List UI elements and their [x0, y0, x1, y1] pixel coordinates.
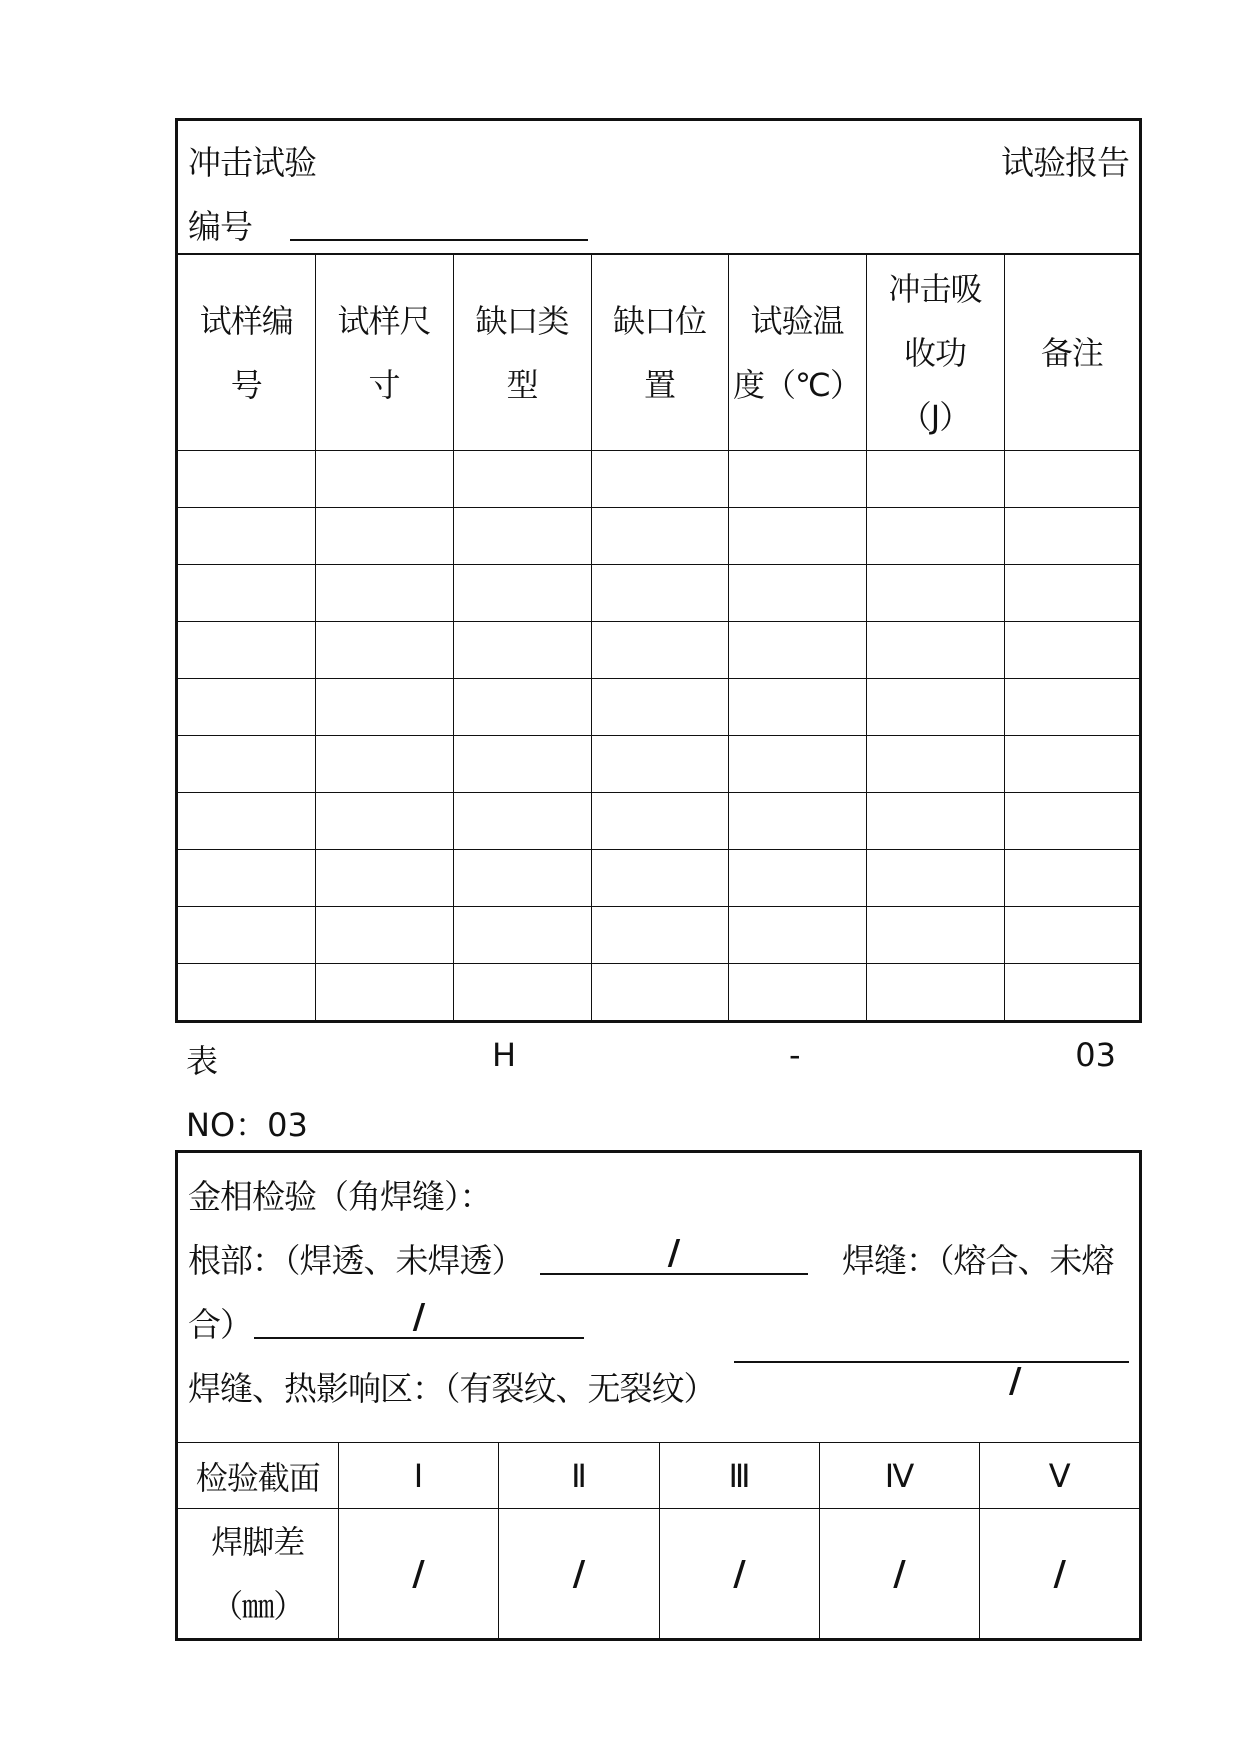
table-cell[interactable] [178, 565, 315, 622]
table-cell[interactable] [728, 907, 866, 964]
table-cell[interactable] [728, 679, 866, 736]
root-penetration-field[interactable]: / [540, 1233, 808, 1275]
table-cell[interactable] [178, 508, 315, 565]
table-cell[interactable] [315, 679, 453, 736]
table-row [178, 508, 1139, 565]
table-cell[interactable] [1004, 565, 1139, 622]
leg-diff-value[interactable]: / [979, 1509, 1139, 1640]
table-row [178, 679, 1139, 736]
col-notch-position: 缺口位 置 [591, 254, 728, 451]
report-number-field[interactable] [290, 239, 588, 241]
table-cell[interactable] [591, 508, 728, 565]
table-cell[interactable] [1004, 622, 1139, 679]
table-row [178, 565, 1139, 622]
form-code-part: 03 [1075, 1036, 1116, 1074]
table-cell[interactable] [1004, 907, 1139, 964]
table-cell[interactable] [728, 565, 866, 622]
table-cell[interactable] [315, 793, 453, 850]
leg-diff-value[interactable]: / [659, 1509, 819, 1640]
table-cell[interactable] [1004, 679, 1139, 736]
table-cell[interactable] [728, 850, 866, 907]
col-specimen-size: 试样尺 寸 [315, 254, 453, 451]
table-cell[interactable] [866, 907, 1004, 964]
table-row [178, 622, 1139, 679]
table-cell[interactable] [1004, 451, 1139, 508]
table-cell[interactable] [591, 793, 728, 850]
report-title-right: 试验报告 [1001, 143, 1129, 182]
section-label: 检验截面 [178, 1443, 338, 1509]
section-3: Ⅲ [659, 1443, 819, 1509]
table-cell[interactable] [178, 451, 315, 508]
table-cell[interactable] [453, 736, 591, 793]
weld-fusion-label: 焊缝：（熔合、未熔 [842, 1241, 1114, 1280]
leg-diff-value[interactable]: / [498, 1509, 659, 1640]
table-cell[interactable] [178, 793, 315, 850]
table-cell[interactable] [453, 907, 591, 964]
table-cell[interactable] [178, 964, 315, 1021]
table-cell[interactable] [728, 508, 866, 565]
table-cell[interactable] [315, 622, 453, 679]
table-cell[interactable] [453, 565, 591, 622]
root-penetration-label: 根部：（焊透、未焊透） [188, 1241, 524, 1280]
table-cell[interactable] [178, 907, 315, 964]
leg-diff-row [178, 1509, 1139, 1640]
table-cell[interactable] [866, 793, 1004, 850]
table-header-row [178, 254, 1139, 451]
weld-fusion-label-cont: 合） [188, 1305, 252, 1344]
table-cell[interactable] [1004, 964, 1139, 1021]
table-cell[interactable] [591, 622, 728, 679]
leg-diff-label: 焊脚差 （㎜） [178, 1509, 338, 1640]
col-specimen-no: 试样编 号 [178, 254, 315, 451]
table-cell[interactable] [728, 793, 866, 850]
table-cell[interactable] [178, 622, 315, 679]
table-cell[interactable] [453, 451, 591, 508]
col-notch-type: 缺口类 型 [453, 254, 591, 451]
table-cell[interactable] [315, 964, 453, 1021]
table-cell[interactable] [591, 907, 728, 964]
table-cell[interactable] [1004, 850, 1139, 907]
form-code-part: 表 [186, 1042, 219, 1080]
table-cell[interactable] [1004, 736, 1139, 793]
section-header-row [178, 1443, 1139, 1509]
table-cell[interactable] [728, 964, 866, 1021]
table-cell[interactable] [315, 565, 453, 622]
table-cell[interactable] [1004, 508, 1139, 565]
section-2: Ⅱ [498, 1443, 659, 1509]
impact-test-report [175, 118, 1142, 1023]
table-cell[interactable] [453, 964, 591, 1021]
table-cell[interactable] [866, 508, 1004, 565]
impact-report-header [178, 121, 1139, 253]
table-cell[interactable] [591, 451, 728, 508]
table-cell[interactable] [866, 964, 1004, 1021]
table-cell[interactable] [1004, 793, 1139, 850]
section-5: Ⅴ [979, 1443, 1139, 1509]
table-cell[interactable] [315, 451, 453, 508]
report-title-left: 冲击试验 [188, 143, 316, 182]
table-row [178, 736, 1139, 793]
col-remarks: 备注 [1004, 254, 1139, 451]
table-cell[interactable] [453, 622, 591, 679]
leg-diff-value[interactable]: / [338, 1509, 498, 1640]
table-cell[interactable] [866, 679, 1004, 736]
crack-label: 焊缝、热影响区：（有裂纹、无裂纹） [188, 1369, 716, 1408]
table-cell[interactable] [178, 850, 315, 907]
col-impact-energy: 冲击吸 收功 （J） [866, 254, 1004, 451]
form-number: NO：03 [186, 1106, 308, 1144]
crack-field[interactable]: / [734, 1361, 1129, 1363]
section-4: Ⅳ [819, 1443, 979, 1509]
table-cell[interactable] [315, 907, 453, 964]
table-cell[interactable] [866, 451, 1004, 508]
table-cell[interactable] [866, 622, 1004, 679]
table-row [178, 850, 1139, 907]
table-row [178, 451, 1139, 508]
form-code [186, 1036, 1116, 1086]
table-cell[interactable] [728, 451, 866, 508]
table-cell[interactable] [315, 508, 453, 565]
section-1: Ⅰ [338, 1443, 498, 1509]
col-test-temperature: 试验温 度（℃） [728, 254, 866, 451]
table-cell[interactable] [453, 793, 591, 850]
table-cell[interactable] [728, 736, 866, 793]
table-cell[interactable] [178, 736, 315, 793]
form-code-part: - [789, 1036, 801, 1074]
table-cell[interactable] [866, 736, 1004, 793]
table-cell[interactable] [591, 850, 728, 907]
metallographic-inspection [175, 1150, 1142, 1641]
impact-results-table [178, 253, 1139, 1020]
table-cell[interactable] [591, 736, 728, 793]
table-row [178, 907, 1139, 964]
table-cell[interactable] [866, 565, 1004, 622]
table-cell[interactable] [591, 565, 728, 622]
table-cell[interactable] [315, 850, 453, 907]
table-cell[interactable] [866, 850, 1004, 907]
leg-diff-value[interactable]: / [819, 1509, 979, 1640]
table-cell[interactable] [315, 736, 453, 793]
report-number-label: 编号 [188, 207, 252, 246]
form-code-part: H [492, 1036, 517, 1074]
table-row [178, 964, 1139, 1021]
table-cell[interactable] [728, 622, 866, 679]
table-row [178, 793, 1139, 850]
table-cell[interactable] [453, 679, 591, 736]
table-cell[interactable] [453, 850, 591, 907]
weld-fusion-field[interactable]: / [254, 1297, 584, 1339]
table-cell[interactable] [178, 679, 315, 736]
table-cell[interactable] [453, 508, 591, 565]
table-cell[interactable] [591, 679, 728, 736]
section-inspection-table [178, 1442, 1139, 1639]
metal-title: 金相检验（角焊缝）： [188, 1177, 492, 1216]
table-cell[interactable] [591, 964, 728, 1021]
